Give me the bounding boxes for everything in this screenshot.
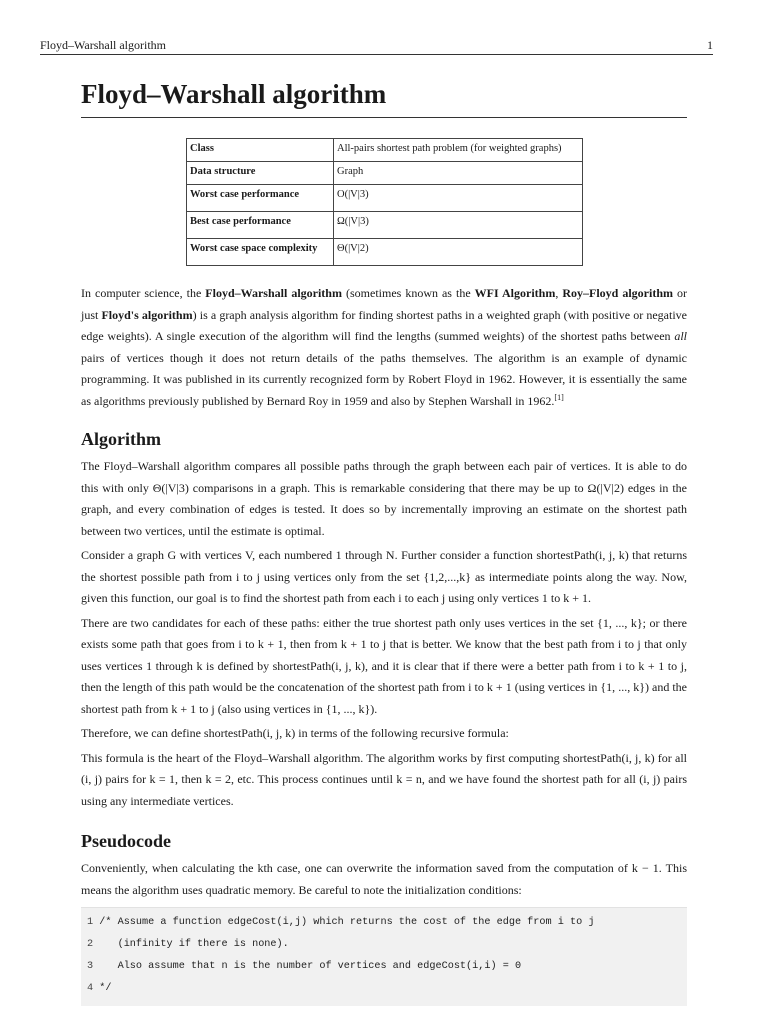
infobox-row-data-structure [187, 162, 583, 185]
infobox-row-space [187, 239, 583, 266]
algorithm-paragraph-4: Therefore, we can define shortestPath(i, j, k) in terms of the following recursive formula: [81, 726, 509, 740]
infobox-value: All-pairs shortest path problem (for weighted graphs) [334, 139, 583, 162]
line-number: 3 [87, 961, 94, 972]
line-number: 1 [87, 917, 94, 928]
infobox-key: Data structure [187, 162, 334, 185]
infobox-key: Worst case performance [187, 185, 334, 212]
page-number: 1 [707, 38, 713, 52]
code-text: /* Assume a function edgeCost(i,j) which returns the cost of the edge from i to j [93, 917, 595, 928]
code-line [87, 956, 681, 978]
infobox-key: Class [187, 139, 334, 162]
infobox-value: O(|V|3) [334, 185, 583, 212]
code-text: (infinity if there is none). [93, 939, 289, 950]
section-heading-algorithm: Algorithm [81, 429, 161, 449]
infobox-value: Graph [334, 162, 583, 185]
code-line [87, 912, 681, 934]
pseudocode-paragraph: Conveniently, when calculating the kth case, one can overwrite the information saved from the computation of k − 1. This means the algorithm uses quadratic memory. Be careful to note the initialization conditions: [81, 861, 687, 897]
algorithm-paragraph-2: Consider a graph G with vertices V, each numbered 1 through N. Further consider a function shortestPath(i, j, k) that returns the shortest possible path from i to j using vertices only from the set {1,2,...,k} as intermediate points along the way. Now, given this function, our goal is to find the shortest path from each i to each j using only vertices 1 to k + 1. [81, 548, 687, 605]
infobox-value: Ω(|V|3) [334, 212, 583, 239]
infobox-row-worst-case [187, 185, 583, 212]
bold-term: Floyd's algorithm [101, 307, 193, 322]
code-text: Also assume that n is the number of vertices and edgeCost(i,i) = 0 [93, 961, 522, 972]
line-number: 4 [87, 983, 94, 994]
article-body [81, 283, 687, 1006]
algorithm-paragraph-5: This formula is the heart of the Floyd–Warshall algorithm. The algorithm works by first computing shortestPath(i, j, k) for all (i, j) pairs for k = 1, then k = 2, etc. This process continues until k = n, and we have found the shortest path for all (i, j) pairs using any intermediate vertices. [81, 750, 687, 808]
section-heading-pseudocode: Pseudocode [81, 831, 171, 851]
infobox-value: Θ(|V|2) [334, 239, 583, 266]
running-title: Floyd–Warshall algorithm [40, 38, 167, 52]
running-header [40, 38, 713, 55]
text-run: In computer science, the [81, 286, 206, 300]
text-run: ) is a graph analysis algorithm for finding shortest paths in a weighted graph (with positive or negative edge weights). A single execution of the algorithm will find the lengths (summed weights) of the shortest paths between [81, 307, 687, 343]
code-line [87, 978, 681, 1000]
text-run: , [555, 286, 563, 300]
infobox-row-best-case [187, 212, 583, 239]
infobox-key: Worst case space complexity [187, 239, 334, 266]
italic-term: all [674, 329, 687, 343]
intro-paragraph [81, 283, 687, 412]
bold-term: WFI Algorithm [474, 286, 556, 300]
bold-term: Roy–Floyd algorithm [562, 286, 674, 300]
reference-link[interactable]: [1] [554, 392, 564, 402]
text-run: pairs of vertices though it does not return details of the paths themselves. The algorithm is an example of dynamic programming. It was published in its currently recognized form by Robert Floyd in 1962. However, it is essentially the same as algorithms previously published by Bernard Roy in 1959 and also by Stephen Warshall in 1962. [81, 350, 687, 408]
code-block [81, 907, 687, 1006]
text-run: (sometimes known as the [341, 286, 475, 300]
code-text: */ [93, 983, 112, 994]
algorithm-paragraph-1: The Floyd–Warshall algorithm compares all possible paths through the graph between each pair of vertices. It is able to do this with only Θ(|V|3) comparisons in a graph. This is remarkable considering that there may be up to Ω(|V|2) edges in the graph, and every combination of edges is tested. It does so by incrementally improving an estimate on the shortest path between two vertices, until the estimate is optimal. [81, 459, 687, 538]
code-line [87, 934, 681, 956]
text-run: or just [81, 286, 688, 322]
algorithm-paragraph-3: There are two candidates for each of these paths: either the true shortest path only uses vertices in the set {1, ..., k}; or there exists some path that goes from i to k + 1, then from k + 1 to j that is better. We know that the best path from i to j that only uses vertices 1 through k is defined by shortestPath(i, j, k), and it is clear that if there were a better path from i to k + 1 to j, then the length of this path would be the concatenation of the shortest path from i to k + 1 (using vertices in {1, ..., k}) and the shortest path from k + 1 to j (also using vertices in {1, ..., k}). [81, 615, 687, 716]
infobox-table [186, 138, 583, 266]
infobox-row-class [187, 139, 583, 162]
page-title: Floyd–Warshall algorithm [81, 77, 687, 118]
bold-term: Floyd–Warshall algorithm [205, 286, 342, 300]
line-number: 2 [87, 939, 94, 950]
infobox-key: Best case performance [187, 212, 334, 239]
